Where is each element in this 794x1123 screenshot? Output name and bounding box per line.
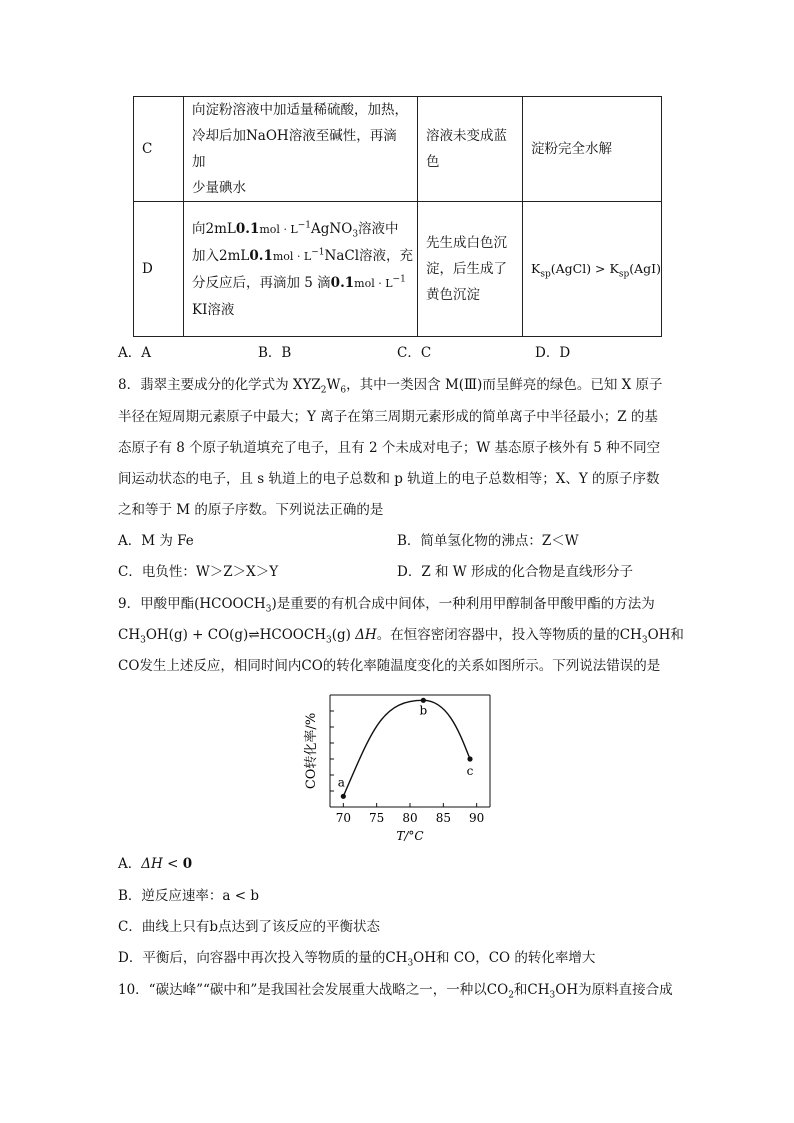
y-axis-label: CO转化率/% — [304, 712, 319, 790]
q8-option-b[interactable]: B．简单氢化物的沸点：Z＜W — [397, 533, 579, 549]
x-tick-label: 85 — [435, 811, 451, 825]
q8-option-c[interactable]: C．电负性：W＞Z＞X＞Y — [118, 564, 279, 580]
q8-stem-line: 半径在短周期元素原子中最大；Y 离子在第三周期元素形成的简单离子中半径最小；Z 的基 — [118, 409, 658, 425]
data-points — [338, 698, 474, 799]
q9-stem-line: CO发生上述反应，相同时间内CO的转化率随温度变化的关系如图所示。下列说法错误的是 — [118, 658, 661, 674]
phenomenon-cell: 先生成白色沉 淀，后生成了 黄色沉淀 — [418, 202, 523, 337]
row-label: D — [134, 202, 184, 337]
x-tick-label: 90 — [469, 811, 485, 825]
q8-stem-line: 8．翡翠主要成分的化学式为 $XYZ_2W_6$，其中一类因含 M(Ⅲ)而呈鲜亮的绿色。已知 X 原子 — [118, 377, 663, 396]
conversion-curve — [343, 700, 470, 796]
q7-option-d[interactable]: D．D — [535, 345, 571, 361]
q9-stem-line: $CH_3OH(g)$ + $CO(g)\rightleftharpoons HCOOCH_3(g)$ ΔH。在恒容密闭容器中，投入等物质的量的$CH_3OH$和 — [118, 627, 684, 646]
data-point-c — [467, 756, 472, 761]
q10-stem-line: 10．“碳达峰”“碳中和”是我国社会发展重大战略之一，一种以$CO_2$和$CH_3OH$为原料直接合成 — [118, 982, 673, 1001]
x-tick-label: 70 — [335, 811, 351, 825]
table-row — [134, 97, 662, 202]
x-tick-label: 80 — [402, 811, 418, 825]
phenomenon-cell: 溶液未变成蓝 色 — [418, 97, 523, 202]
experiment-table — [133, 96, 662, 337]
q9-option-c[interactable]: C．曲线上只有b点达到了该反应的平衡状态 — [118, 919, 380, 935]
q8-option-d[interactable]: D．Z 和 W 形成的化合物是直线形分子 — [397, 564, 633, 580]
data-point-b — [421, 698, 426, 703]
q7-option-a[interactable]: A．A — [118, 345, 151, 361]
y-ticks — [330, 711, 334, 791]
data-point-a — [341, 794, 346, 799]
q7-option-b[interactable]: B．B — [258, 345, 292, 361]
x-ticks — [336, 803, 485, 825]
data-label-c: c — [466, 764, 474, 778]
chart-axes — [330, 695, 490, 807]
q8-stem-line: 之和等于 M 的原子序数。下列说法正确的是 — [118, 502, 384, 518]
q8-stem-line: 间运动状态的电子，且 s 轨道上的电子总数和 p 轨道上的电子总数相等；X、Y 的原子序数 — [118, 471, 660, 487]
q9-option-b[interactable]: B．逆反应速率：a < b — [118, 888, 260, 904]
q7-option-c[interactable]: C．C — [397, 345, 432, 361]
q9-option-a[interactable]: A．ΔH < 0 — [118, 856, 193, 872]
co-conversion-chart — [295, 690, 505, 850]
q8-stem-line: 态原子有 8 个原子轨道填充了电子，且有 2 个未成对电子；W 基态原子核外有 5 种不同空 — [118, 440, 661, 456]
conclusion-cell: $K_{sp}(AgCl) > K_{sp}(AgI)$ — [523, 202, 662, 337]
row-label: C — [134, 97, 184, 202]
data-label-b: b — [419, 703, 428, 718]
operation-cell: 向$2mL0.1mol \cdot L^{-1}AgNO_3$溶液中 加入$2mL0.1mol \cdot L^{-1}NaCl$溶液，充 分反应后，再滴加 5 滴$0.1mol \cdot L^{-1}$ KI溶液 — [184, 202, 418, 337]
data-label-a: a — [337, 775, 345, 790]
conclusion-cell: 淀粉完全水解 — [523, 97, 662, 202]
q8-option-a[interactable]: A．M 为 Fe — [118, 533, 194, 549]
x-tick-label: 75 — [369, 811, 385, 825]
operation-cell: 向淀粉溶液中加适量稀硫酸，加热， 冷却后加NaOH溶液至碱性，再滴加 少量碘水 — [184, 97, 418, 202]
q9-stem-line: 9．甲酸甲酯$(HCOOCH_3)$是重要的有机合成中间体，一种利用甲醇制备甲酸甲酯的方法为 — [118, 596, 655, 615]
table-row — [134, 202, 662, 337]
x-axis-label: T/°C — [396, 829, 424, 843]
q9-option-d[interactable]: D．平衡后，向容器中再次投入等物质的量的$CH_3OH$和 CO，CO 的转化率增大 — [118, 950, 596, 969]
